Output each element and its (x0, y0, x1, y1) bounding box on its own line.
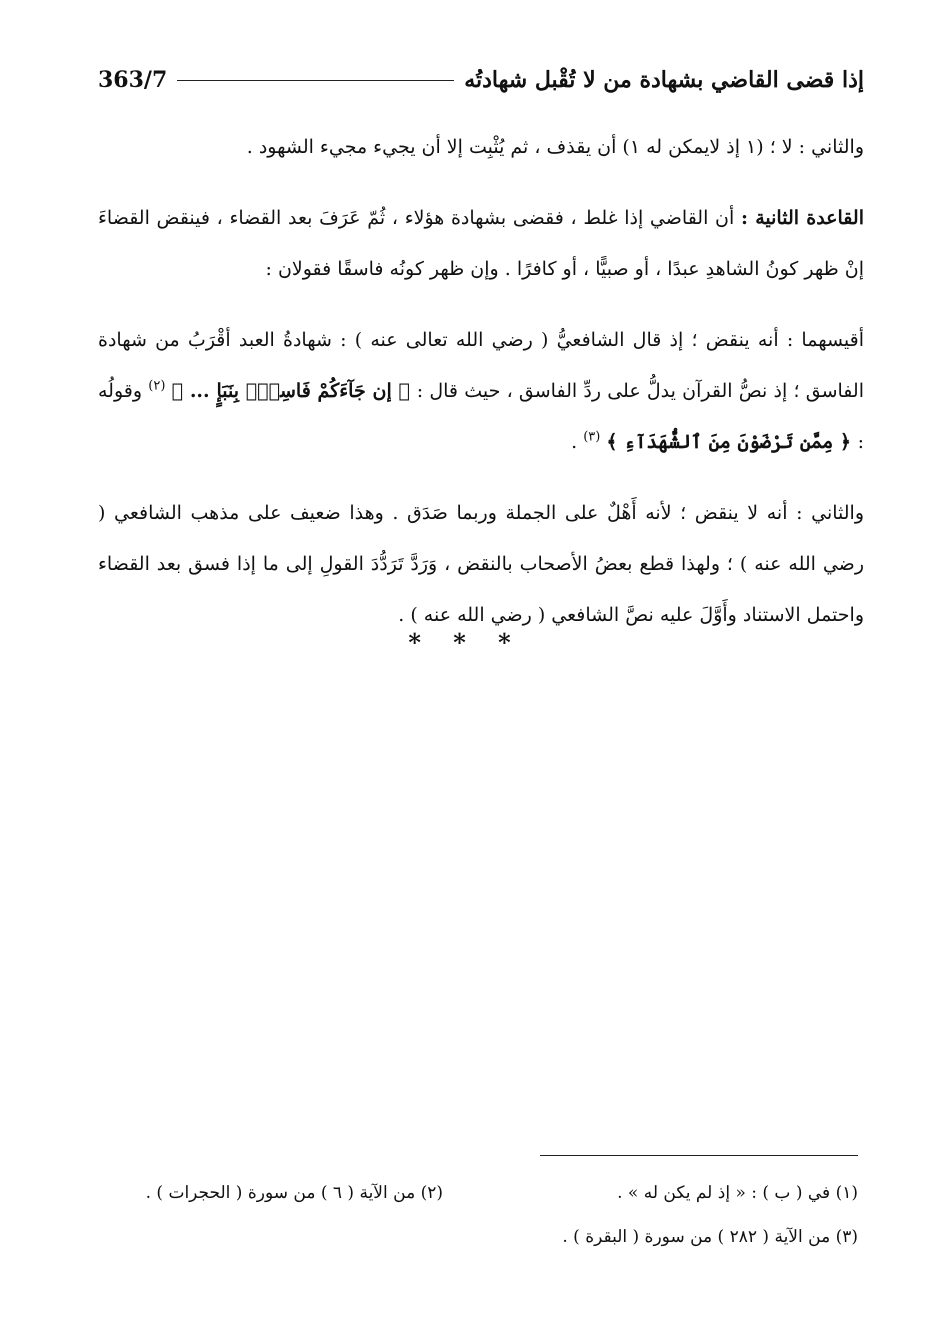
footnote-3: (٣) من الآية ( ٢٨٢ ) من سورة ( البقرة ) . (562, 1227, 858, 1247)
running-title: إذا قضى القاضي بشهادة من لا تُقْبل شهادتُه (464, 67, 864, 93)
page-reference: 363/7 (98, 67, 168, 93)
body-text (98, 122, 864, 661)
quran-quote-2: ﴿ مِمَّن تَرْضَوْنَ مِنَ ٱلشُّهَدَآءِ ﴾ (606, 431, 858, 453)
running-header (98, 62, 864, 98)
paragraph-3-text: أقيسهما : أنه ينقض ؛ إذ قال الشافعيُّ ( رضي الله تعالى عنه ) : شهادةُ العبد أقْرَبُ من شهادة الفاسق ؛ إذ نصُّ القرآن يدلُّ على ردِّ الفاسق ، حيث قال : (98, 329, 864, 402)
footnote-2: (٢) من الآية ( ٦ ) من سورة ( الحجرات ) . (145, 1183, 443, 1203)
paragraph-2 (98, 193, 864, 295)
quran-quote-1: ﴿ إن جَآءَكُمْ فَاسِقٌۢ بِنَبَإٍ ... ﴾ (171, 380, 417, 402)
footnote-ref-3: (٣) (583, 429, 601, 445)
rule-heading: القاعدة الثانية : (740, 207, 864, 229)
section-separator: * * * (408, 628, 523, 657)
paragraph-3-connector: وقولُه : (98, 380, 864, 453)
paragraph-2-text: أن القاضي إذا غلط ، فقضى بشهادة هؤلاء ، ثُمّ عَرَفَ بعد القضاء ، فينقض القضاءَ إنْ ظهر كونُ الشاهدِ عبدًا ، أو صبيًّا ، أو كافرًا . وإن ظهر كونُه فاسقًا فقولان : (98, 207, 864, 280)
paragraph-3-end: . (571, 431, 584, 453)
header-rule (177, 80, 454, 81)
paragraph-4: والثاني : أنه لا ينقض ؛ لأنه أَهْلٌ على الجملة وربما صَدَق . وهذا ضعيف على مذهب الشافعي ( رضي الله عنه ) ؛ ولهذا قطع بعضُ الأصحاب بالنقض ، وَرَدَّ تَرَدُّدَ القولِ إلى ما إذا فسق بعد القضاء واحتمل الاستناد وأَوَّلَ عليه نصَّ الشافعي ( رضي الله عنه ) . (98, 502, 864, 626)
footnote-rule (540, 1155, 858, 1156)
paragraph-3 (98, 315, 864, 468)
footnote-1: (١) في ( ب ) : « إذ لم يكن له » . (617, 1183, 858, 1203)
paragraph-1: والثاني : لا ؛ (١ إذ لايمكن له ١) أن يقذف ، ثم يُثْبِت إلا أن يجيء مجيء الشهود . (246, 136, 864, 158)
footnote-ref-2: (٢) (148, 378, 166, 394)
